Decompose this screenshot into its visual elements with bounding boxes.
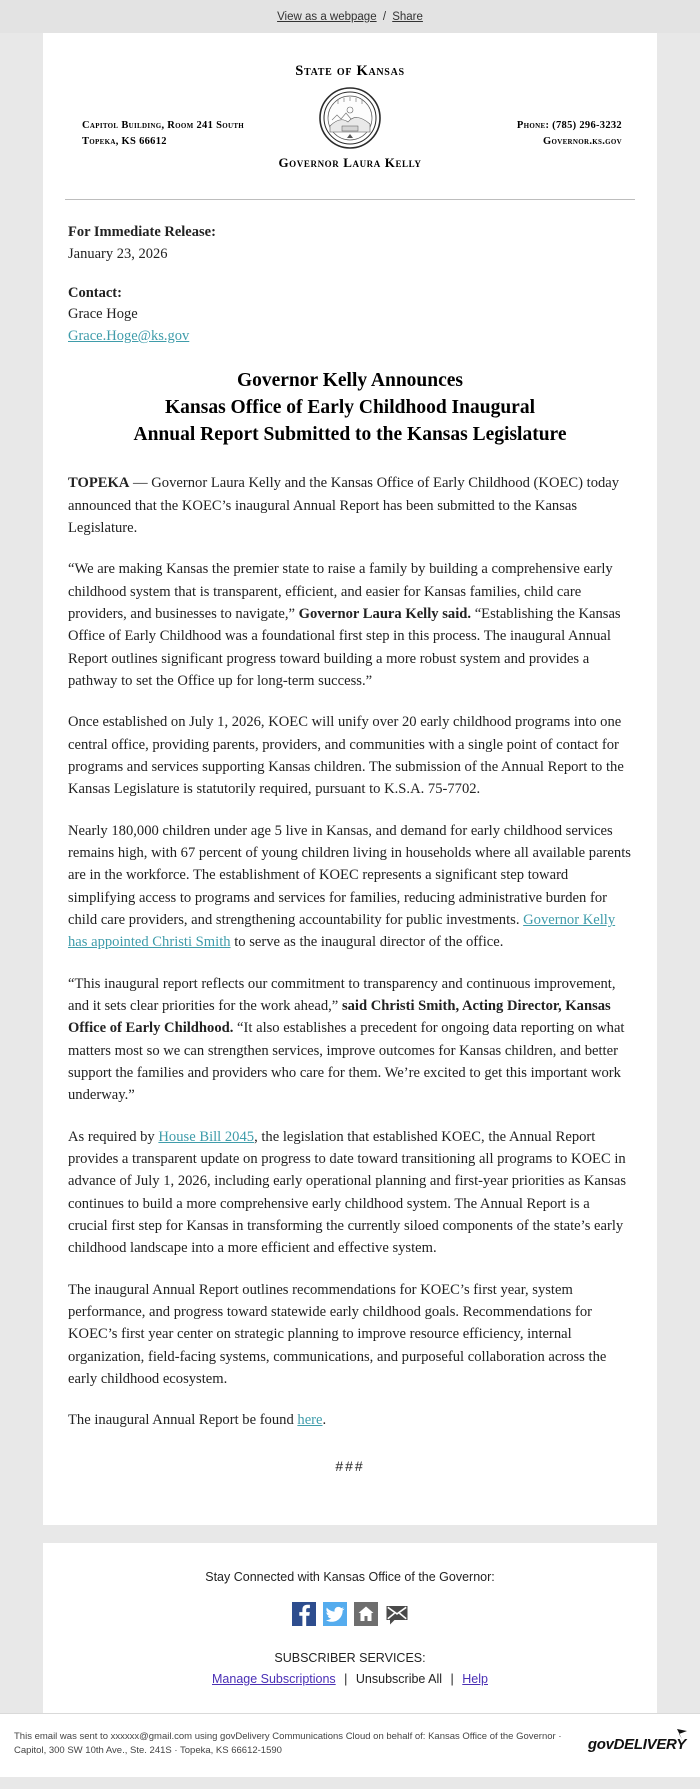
release-meta [60,200,640,348]
paragraph-5-attribution: said Christi Smith, Acting Director, Kansas Office of Early Childhood. [68,998,611,1037]
social-links [43,1602,657,1626]
paragraph-6-part-a: As required by [68,1128,159,1145]
topbar-separator: / [382,11,387,23]
home-icon[interactable] [354,1602,378,1626]
paragraph-4-part-a: Nearly 180,000 children under age 5 live in Kansas, and demand for early childhood services remains high, with 67 percent of young children living in households where all available parents are in the workforce. The establishment of KOEC represents a significant step toward simplifying access to programs and services for families, reducing administrative burden for child care providers, and strengthening accountability for public investments. [68,822,631,929]
top-utility-bar [0,0,700,33]
headline-line-2: Kansas Office of Early Childhood Inaugural [164,396,535,418]
paragraph-2-part-a: “We are making Kansas the premier state to raise a family by building a comprehensive early childhood system that is transparent, efficient, and easier for Kansas families, child care providers, and businesses to navigate,” [68,561,613,623]
share-link[interactable]: Share [392,11,423,23]
disclaimer-line-1: This email was sent to xxxxxx@gmail.com using govDelivery Communications Cloud on behalf of: Kansas Office of the Governor · [14,1730,562,1742]
phone-line: Phone: (785) 296-3232 [516,120,622,131]
subscriber-services [43,1648,657,1691]
dateline: TOPEKA [68,475,130,492]
website-line: Governor.ks.gov [543,136,622,148]
release-date: January 23, 2026 [68,245,168,262]
paragraph-3: Once established on July 1, 2026, KOEC will unify over 20 early childhood programs into one central office, providing parents, providers, and communities with a single point of contact for programs and services supporting Kansas children. The submission of the Annual Report to the Kansas Legislature is statutorily required, pursuant to K.S.A. 75-7702. [68,714,624,798]
paragraph-1-text: — Governor Laura Kelly and the Kansas Office of Early Childhood (KOEC) today announced that the KOEC’s inaugural Annual Report has been submitted to the Kansas Legislature. [68,475,620,537]
contact-name: Grace Hoge [68,306,138,323]
paragraph-5 [68,973,632,1107]
paragraph-6 [68,1126,632,1260]
link-divider-1: | [344,1672,348,1687]
paragraph-6-part-b: , the legislation that established KOEC, the Annual Report provides a transparent update on progress to date toward transitioning all programs to KOEC in advance of July 1, 2026, including early operational planning and first-year priorities as Kansas continues to build a more comprehensive early childhood system. The Annual Report is a crucial first step for Kansas in transforming the currently siloed components of the state’s early childhood landscape into a more efficient and effective system. [68,1128,627,1257]
subscriber-services-links [43,1669,657,1690]
unsubscribe-all-link[interactable]: Unsubscribe All [355,1672,443,1687]
paragraph-7: The inaugural Annual Report outlines recommendations for KOEC’s first year, system performance, and progress toward statewide early childhood goals. Recommendations for KOEC’s first year center on strategic planning to improve resource efficiency, internal organization, field-facing systems, communications, and purposeful collaboration across the early childhood ecosystem. [68,1281,607,1387]
address-line-2: Topeka, KS 66612 [82,136,167,148]
end-marker: ### [335,1457,365,1474]
email-icon[interactable] [385,1602,409,1626]
contact-email-link[interactable]: Grace.Hoge@ks.gov [68,328,190,344]
contact-label: Contact: [68,284,122,301]
press-release-body [60,472,640,1477]
immediate-release-label: For Immediate Release: [68,224,216,240]
stay-connected-label: Stay Connected with Kansas Office of the Governor: [205,1570,495,1585]
paragraph-4-part-b: to serve as the inaugural director of the office. [230,934,504,951]
subscriber-services-label: SUBSCRIBER SERVICES: [274,1651,426,1666]
twitter-icon[interactable] [323,1602,347,1626]
paragraph-8 [68,1409,632,1431]
govdelivery-wordmark: govDELIVERY [587,1735,686,1753]
house-bill-2045-link[interactable]: House Bill 2045 [158,1128,255,1145]
letter-sheet [43,33,657,1525]
headline-line-1: Governor Kelly Announces [236,369,464,391]
view-as-webpage-link[interactable]: View as a webpage [277,11,377,23]
christi-smith-appointment-link[interactable]: Governor Kelly has appointed Christi Smith [68,912,616,951]
disclaimer-line-2: Capitol, 300 SW 10th Ave., Ste. 241S · Topeka, KS 66612-1590 [14,1745,282,1757]
paragraph-5-part-c: “It also establishes a precedent for ongoing data reporting on what matters most so we can strengthen services, improve outcomes for Kansas children, and better support the families and providers who care for them. We’re excited to get this important work underway.” [68,1020,625,1104]
delivery-disclaimer [14,1730,562,1759]
letterhead [60,33,640,179]
paragraph-2-attribution: Governor Laura Kelly said. [298,606,472,623]
headline-line-3: Annual Report Submitted to the Kansas Legislature [133,423,567,445]
paragraph-4 [68,820,632,954]
contact-block [68,283,632,348]
link-divider-2: | [450,1672,454,1687]
paragraph-5-part-a: “This inaugural report reflects our commitment to transparency and continuous improvement, and it sets clear priorities for the work ahead,” [68,975,616,1015]
facebook-icon[interactable] [292,1602,316,1626]
paragraph-8-part-b: . [322,1412,327,1429]
paragraph-8-part-a: The inaugural Annual Report be found [68,1412,298,1429]
annual-report-here-link[interactable]: here [297,1412,323,1429]
page-title [74,368,626,449]
letterhead-contact [517,118,622,151]
sheet-footer-gap [0,1525,700,1543]
governor-name-title: Governor Laura Kelly [278,155,422,170]
paragraph-2 [68,558,632,692]
email-legal-strip [0,1713,700,1777]
paragraph-2-part-c: “Establishing the Kansas Office of Early Childhood was a foundational first step in this process. The inaugural Annual Report outlines significant progress toward building a more robust system and provides a pathway to set the Office up for long-term success.” [68,606,621,690]
release-date-block [68,222,632,266]
paragraph-1 [68,472,632,539]
letterhead-address [82,118,244,151]
help-link[interactable]: Help [462,1672,488,1687]
govdelivery-logo [588,1736,686,1753]
manage-subscriptions-link[interactable]: Manage Subscriptions [212,1672,336,1687]
address-line-1: Capitol Building, Room 241 South [82,120,245,131]
email-footer [43,1543,657,1713]
state-of-kansas-title: State of Kansas [295,63,405,79]
govdelivery-flag-icon [676,1727,688,1744]
